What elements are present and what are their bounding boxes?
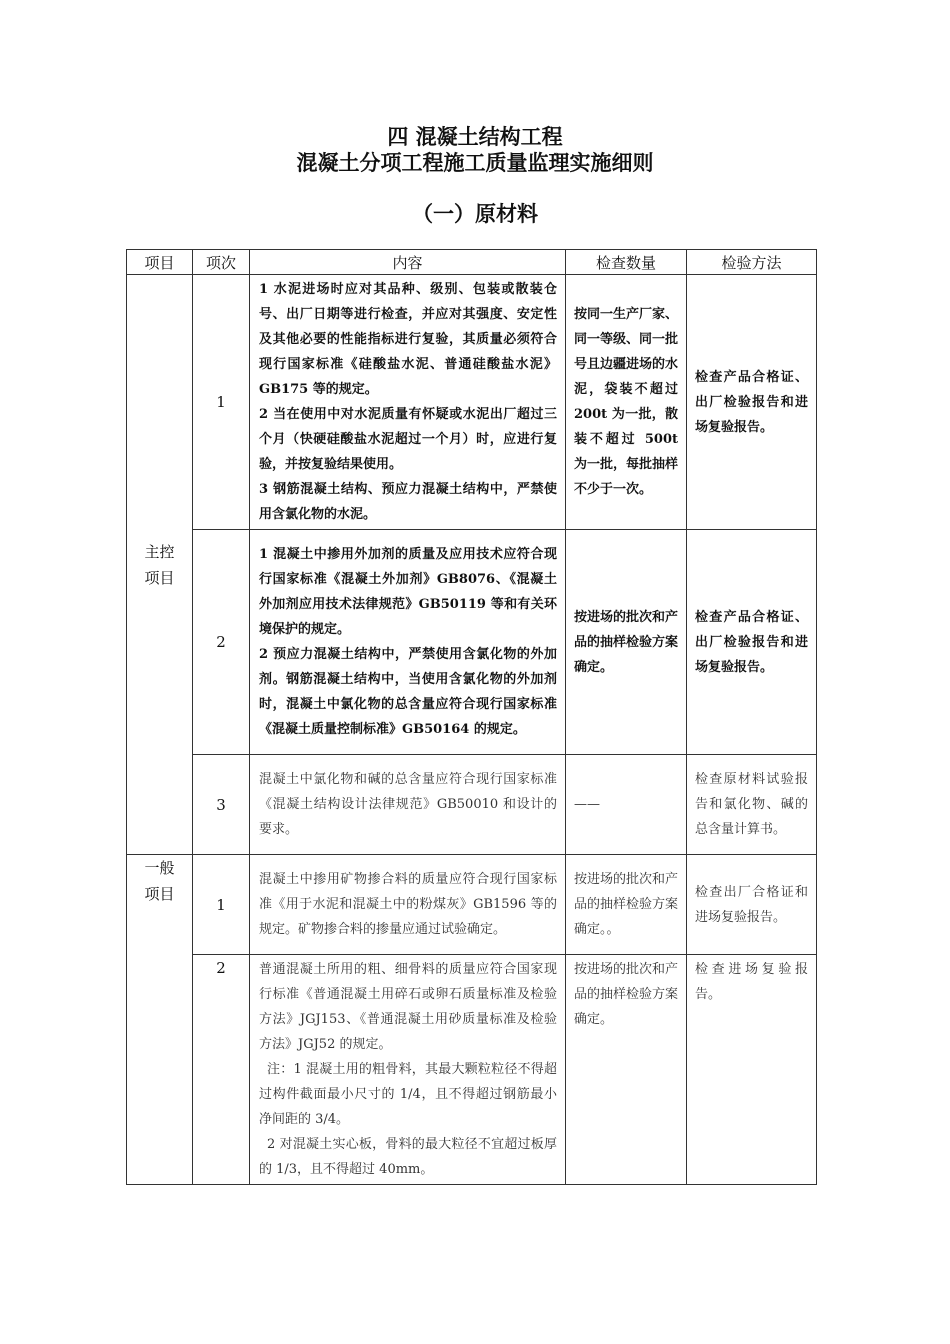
section-title: （一）原材料 <box>412 201 538 226</box>
inspection-table <box>126 249 817 1185</box>
check-method: 检查出厂合格证和进场复验报告。 <box>687 855 817 955</box>
item-content <box>250 275 566 530</box>
category-label: 一般项目 <box>144 859 175 903</box>
item-no: 1 <box>193 275 250 530</box>
check-quantity: 按进场的批次和产品的抽样检验方案确定。 <box>566 955 687 1185</box>
content-paragraph: 普通混凝土所用的粗、细骨料的质量应符合国家现行标准《普通混凝土用碎石或卵石质量标准及检验方法》JGJ153、《普通混凝土用砂质量标准及检验方法》JGJ52 的规定。 <box>259 962 557 1052</box>
content-paragraph: 2 预应力混凝土结构中，严禁使用含氯化物的外加剂。钢筋混凝土结构中，当使用含氯化物的外加剂时，混凝土中氯化物的总含量应符合现行国家标准《混凝土质量控制标准》GB50164 的规定。 <box>259 647 557 737</box>
item-no: 2 <box>193 955 250 1185</box>
check-quantity: 按进场的批次和产品的抽样检验方案确定。 <box>566 530 687 755</box>
category-label: 主控项目 <box>144 542 175 587</box>
content-paragraph: 3 钢筋混凝土结构、预应力混凝土结构中，严禁使用含氯化物的水泥。 <box>259 482 557 522</box>
check-quantity: —— <box>566 755 687 855</box>
category-main-control <box>127 275 193 855</box>
content-paragraph: 1 水泥进场时应对其品种、级别、包装或散装仓号、出厂日期等进行检查，并应对其强度、安定性及其他必要的性能指标进行复验，其质量必须符合现行国家标准《硅酸盐水泥、普通硅酸盐水泥》GB175 等的规定。 <box>259 282 557 397</box>
header-category: 项目 <box>127 250 193 275</box>
table-row <box>127 530 817 755</box>
table-row <box>127 855 817 955</box>
table-row <box>127 755 817 855</box>
check-quantity: 按同一生产厂家、同一等级、同一批号且边疆进场的水泥，袋装不超过 200t 为一批，散装不超过 500t 为一批，每批抽样不少于一次。 <box>566 275 687 530</box>
content-paragraph: 2 当在使用中对水泥质量有怀疑或水泥出厂超过三个月（快硬硅酸盐水泥超过一个月）时，应进行复验，并按复验结果使用。 <box>259 407 557 472</box>
content-paragraph: 混凝土中掺用矿物掺合料的质量应符合现行国家标准《用于水泥和混凝土中的粉煤灰》GB1596 等的规定。矿物掺合料的掺量应通过试验确定。 <box>259 872 557 937</box>
item-content <box>250 955 566 1185</box>
content-note: 2 对混凝土实心板，骨料的最大粒径不宜超过板厚的 1/3，且不得超过 40mm。 <box>259 1137 557 1177</box>
header-check-quantity: 检查数量 <box>566 250 687 275</box>
header-item-no: 项次 <box>193 250 250 275</box>
item-no: 1 <box>193 855 250 955</box>
document-title <box>0 124 950 176</box>
item-content <box>250 755 566 855</box>
check-method: 检查产品合格证、出厂检验报告和进场复验报告。 <box>687 530 817 755</box>
header-check-method: 检验方法 <box>687 250 817 275</box>
category-general <box>127 855 193 1185</box>
item-no: 2 <box>193 530 250 755</box>
check-quantity: 按进场的批次和产品的抽样检验方案确定。。 <box>566 855 687 955</box>
table-row <box>127 275 817 530</box>
check-method: 检查进场复验报告。 <box>687 955 817 1185</box>
table-header-row <box>127 250 817 275</box>
content-paragraph: 混凝土中氯化物和碱的总含量应符合现行国家标准《混凝土结构设计法律规范》GB50010 和设计的要求。 <box>259 772 557 837</box>
item-content <box>250 530 566 755</box>
title-line-1: 四 混凝土结构工程 <box>387 124 563 149</box>
check-method: 检查原材料试验报告和氯化物、碱的总含量计算书。 <box>687 755 817 855</box>
content-note: 注：1 混凝土用的粗骨料，其最大颗粒粒径不得超过构件截面最小尺寸的 1/4，且不得超过钢筋最小净间距的 3/4。 <box>259 1062 557 1127</box>
item-no: 3 <box>193 755 250 855</box>
content-paragraph: 1 混凝土中掺用外加剂的质量及应用技术应符合现行国家标准《混凝土外加剂》GB8076、《混凝土外加剂应用技术法律规范》GB50119 等和有关环境保护的规定。 <box>259 547 557 637</box>
item-content <box>250 855 566 955</box>
check-method: 检查产品合格证、出厂检验报告和进场复验报告。 <box>687 275 817 530</box>
title-line-2: 混凝土分项工程施工质量监理实施细则 <box>296 150 654 175</box>
header-content: 内容 <box>250 250 566 275</box>
table-row <box>127 955 817 1185</box>
